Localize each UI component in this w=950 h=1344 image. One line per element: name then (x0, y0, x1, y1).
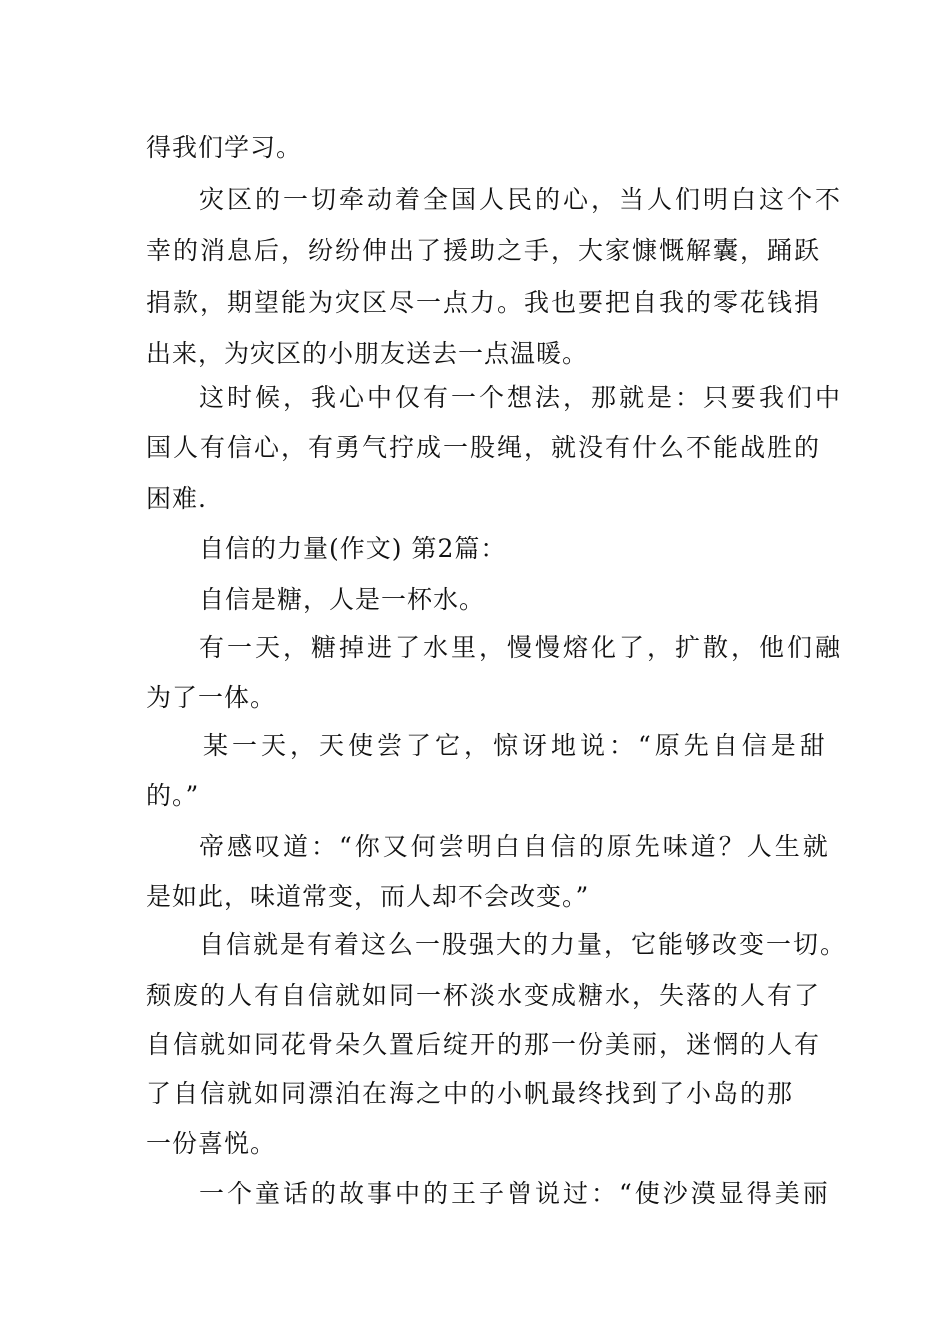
text-line-19: 自信就如同花骨朵久置后绽开的那一份美丽，迷惘的人有 (146, 1030, 822, 1059)
text-line-2: 灾区的一切牵动着全国人民的心，当人们明白这个不 (199, 185, 844, 214)
text-line-6: 这时候，我心中仅有一个想法，那就是：只要我们中 (199, 383, 844, 412)
text-line-12: 为了一体。 (146, 683, 277, 712)
text-line-20: 了自信就如同漂泊在海之中的小帆最终找到了小岛的那 (146, 1079, 795, 1108)
text-line-7: 国人有信心，有勇气拧成一股绳，就没有什么不能战胜的 (146, 433, 822, 462)
text-line-13: 某一天，天使尝了它，惊讶地说：“原先自信是甜 (203, 731, 829, 760)
text-line-10: 自信是糖，人是一杯水。 (199, 585, 486, 614)
text-line-4: 捐款，期望能为灾区尽一点力。我也要把自我的零花钱捐 (146, 288, 822, 317)
text-line-21: 一份喜悦。 (146, 1129, 277, 1158)
text-line-18: 颓废的人有自信就如同一杯淡水变成糖水，失落的人有了 (146, 981, 822, 1010)
text-line-22: 一个童话的故事中的王子曾说过：“使沙漠显得美丽 (199, 1179, 831, 1208)
text-line-11: 有一天，糖掉进了水里，慢慢熔化了，扩散，他们融 (199, 633, 844, 662)
text-line-3: 幸的消息后，纷纷伸出了援助之手，大家慷慨解囊，踊跃 (146, 236, 822, 265)
text-line-17: 自信就是有着这么一股强大的力量，它能够改变一切。 (199, 930, 848, 959)
text-line-9: 自信的力量(作文) 第2篇： (199, 534, 507, 563)
text-line-5: 出来，为灾区的小朋友送去一点温暖。 (146, 339, 589, 368)
text-line-8: 困难. (146, 484, 207, 513)
text-line-15: 帝感叹道：“你又何尝明白自信的原先味道？人生就 (199, 832, 831, 861)
text-line-1: 得我们学习。 (146, 133, 303, 162)
text-line-14: 的。” (146, 781, 200, 810)
text-line-16: 是如此，味道常变，而人却不会改变。” (146, 882, 590, 911)
